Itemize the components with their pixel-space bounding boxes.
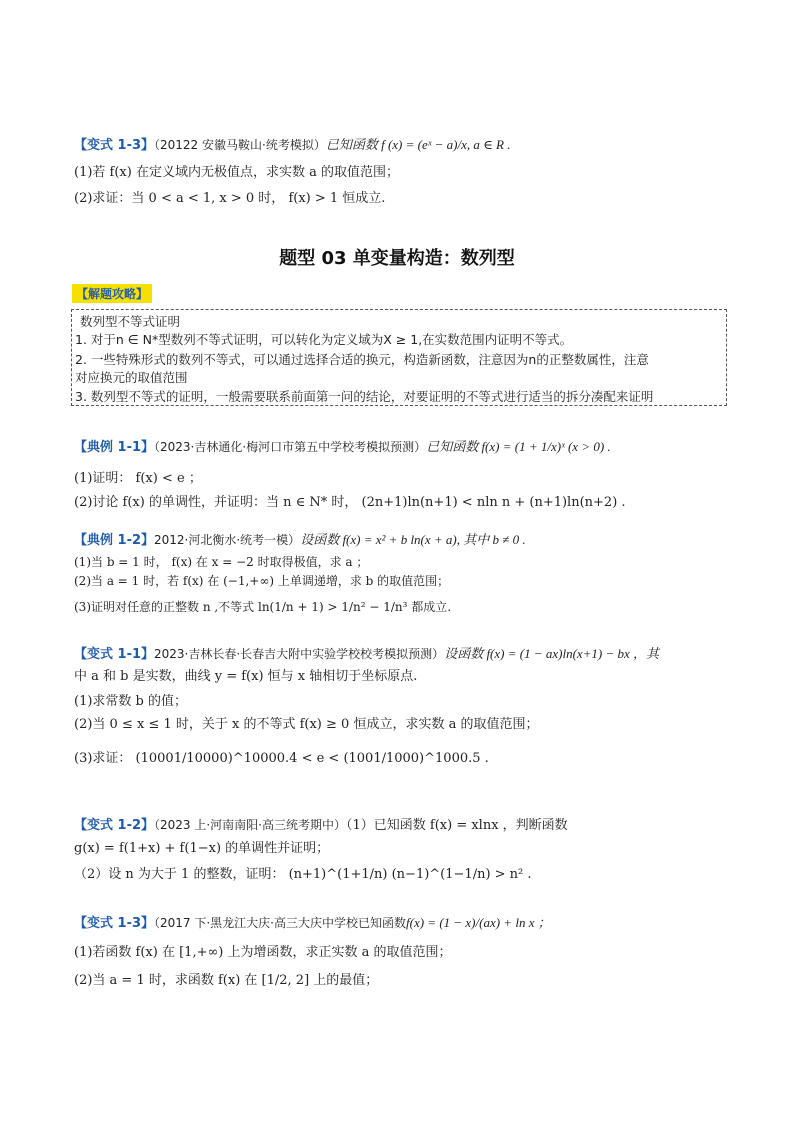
strategy-line: 数列型不等式证明: [80, 314, 181, 329]
problem-source: 2023·吉林长春·长春吉大附中实验学校校考模拟预测）: [154, 647, 445, 661]
strategy-line: 3. 数列型不等式的证明，一般需要联系前面第一问的结论，对要证明的不等式进行适当的拆分凑配来证明: [75, 389, 654, 404]
problem-tag: 【变式 1-3】: [74, 138, 155, 153]
variant-1-3b-q1: (1)若函数 f(x) 在 [1,+∞) 上为增函数，求正实数 a 的取值范围；: [74, 945, 452, 960]
strategy-line: 1. 对于n ∈ N*型数列不等式证明，可以转化为定义域为X ≥ 1,在实数范围内证明不等式。: [75, 332, 573, 347]
variant-1-3-heading: [74, 136, 510, 155]
variant-1-1-q2: (2)当 0 ≤ x ≤ 1 时，关于 x 的不等式 f(x) ≥ 0 恒成立，求实数 a 的取值范围；: [74, 717, 539, 732]
example-1-1-q1: (1)证明： f(x) < e ；: [74, 471, 202, 486]
example-1-2-heading: [74, 531, 526, 550]
variant-1-3-q2: (2)求证：当 0 < a < 1, x > 0 时， f(x) > 1 恒成立.: [74, 191, 386, 206]
problem-tag: 【典例 1-1】: [74, 440, 155, 455]
problem-source: （2017 下·黑龙江大庆·高三大庆中学校已知函数: [154, 916, 406, 930]
example-1-2-q2: (2)当 a = 1 时，若 f(x) 在 (−1,+∞) 上单调递增，求 b 的取值范围；: [74, 574, 450, 588]
strategy-line: 对应换元的取值范围: [75, 370, 188, 385]
example-1-2-q1: (1)当 b = 1 时， f(x) 在 x = −2 时取得极值，求 a ；: [74, 555, 369, 569]
problem-stem: f(x) = (1 − x)/(ax) + ln x ；: [406, 915, 551, 930]
problem-tag: 【典例 1-2】: [74, 533, 155, 548]
variant-1-2-heading: [74, 816, 568, 835]
problem-tag: 【变式 1-1】: [74, 647, 155, 662]
variant-1-1-q3: (3)求证： (10001/10000)^10000.4 < e < (1001/1000)^1000.5 .: [74, 751, 489, 766]
variant-1-2-stem-cont: g(x) = f(1+x) + f(1−x) 的单调性并证明；: [74, 841, 330, 856]
strategy-line: 2. 一些特殊形式的数列不等式，可以通过选择合适的换元，构造新函数，注意因为n的正整数属性，注意: [75, 352, 649, 367]
variant-1-3-q1: (1)若 f(x) 在定义域内无极值点，求实数 a 的取值范围；: [74, 165, 399, 180]
problem-stem: 已知函数 f (x) = (eˣ − a)/x, a ∈ R .: [325, 137, 511, 152]
problem-tag: 【变式 1-3】: [74, 916, 155, 931]
problem-stem: 设函数 f(x) = (1 − ax)ln(x+1) − bx ，其: [444, 646, 660, 661]
problem-stem: 已知函数 f(x) = (1 + 1/x)ˣ (x > 0) .: [426, 439, 611, 454]
example-1-2-q3: (3)证明对任意的正整数 n ,不等式 ln(1/n + 1) > 1/n² − 1/n³ 都成立.: [74, 600, 452, 614]
variant-1-1-q1: (1)求常数 b 的值；: [74, 694, 188, 709]
problem-tag: 【变式 1-2】: [74, 818, 155, 833]
variant-1-3b-q2: (2)当 a = 1 时，求函数 f(x) 在 [1/2, 2] 上的最值；: [74, 973, 379, 988]
problem-stem: 设函数 f(x) = x² + b ln(x + a), 其中 b ≠ 0 .: [300, 532, 526, 547]
section-title: 题型 03 单变量构造：数列型: [279, 248, 515, 269]
problem-source: （20122 安徽马鞍山·统考模拟）: [154, 138, 326, 152]
problem-stem: （1）已知函数 f(x) = xlnx ，判断函数: [346, 818, 568, 833]
example-1-1-heading: [74, 438, 611, 457]
strategy-label: 【解题攻略】: [72, 284, 152, 303]
variant-1-3b-heading: [74, 914, 551, 933]
variant-1-2-q2: （2）设 n 为大于 1 的整数，证明： (n+1)^(1+1/n) (n−1)^(1−1/n) > n² .: [74, 867, 532, 882]
problem-source: 2012·河北衡水·统考一模）: [154, 533, 301, 547]
strategy-box: [71, 309, 727, 406]
problem-source: （2023 上·河南南阳·高三统考期中）: [154, 818, 346, 832]
example-1-1-q2: (2)讨论 f(x) 的单调性，并证明：当 n ∈ N* 时， (2n+1)ln(n+1) < nln n + (n+1)ln(n+2) .: [74, 495, 626, 510]
problem-source: （2023·吉林通化·梅河口市第五中学校考模拟预测）: [154, 440, 427, 454]
variant-1-1-stem-cont: 中 a 和 b 是实数，曲线 y = f(x) 恒与 x 轴相切于坐标原点.: [74, 669, 418, 684]
variant-1-1-heading: [74, 645, 659, 664]
